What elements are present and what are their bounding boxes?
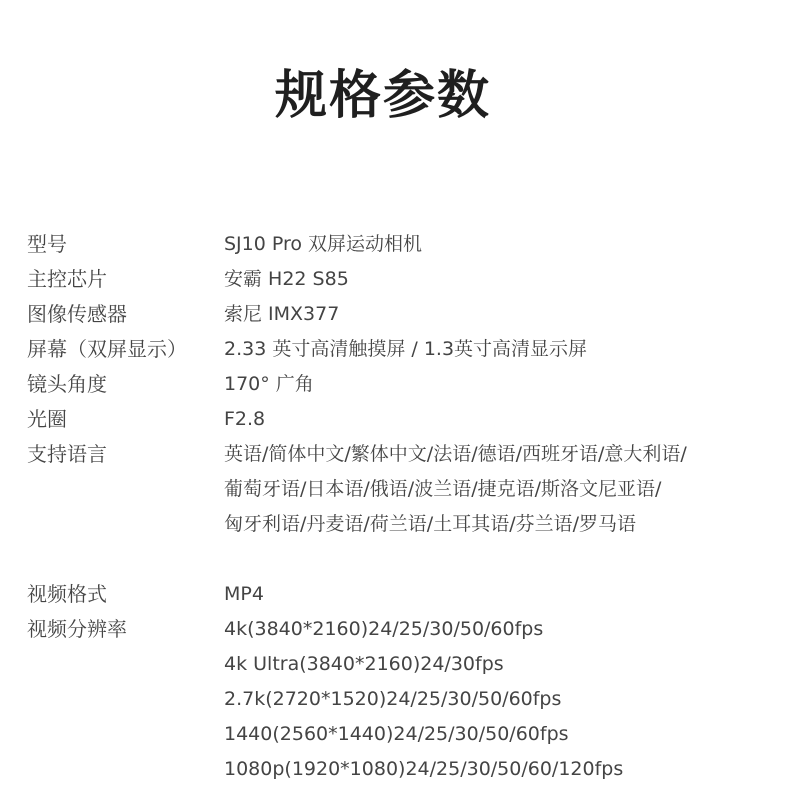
page-title: 规格参数 (274, 65, 491, 126)
spec-value: 安霸 H22 S85 (224, 268, 349, 290)
spec-value: 索尼 IMX377 (224, 303, 340, 325)
spec-values (224, 227, 787, 262)
spec-label: 光圈 (27, 407, 67, 431)
spec-value: 2.33 英寸高清触摸屏 / 1.3英寸高清显示屏 (224, 338, 588, 360)
spec-value: 2.7k(2720*1520)24/25/30/50/60fps (224, 688, 562, 710)
spec-label: 屏幕（双屏显示） (27, 337, 187, 361)
spec-label: 视频分辨率 (27, 617, 127, 641)
spec-values (224, 612, 787, 787)
spec-label: 镜头角度 (27, 372, 107, 396)
spec-value: F2.8 (224, 408, 266, 430)
spec-values (224, 577, 787, 612)
spec-row-chip (27, 262, 787, 297)
spec-value: SJ10 Pro 双屏运动相机 (224, 233, 423, 255)
spec-values (224, 297, 787, 332)
spec-label: 支持语言 (27, 442, 107, 466)
spec-row-sensor (27, 297, 787, 332)
spec-label: 型号 (27, 232, 67, 256)
spec-row-lens-angle (27, 367, 787, 402)
spec-values (224, 367, 787, 402)
spec-row-screen (27, 332, 787, 367)
spec-value: 1440(2560*1440)24/25/30/50/60fps (224, 723, 569, 745)
spec-row-languages (27, 437, 787, 542)
spec-row-aperture (27, 402, 787, 437)
spec-row-video-resolution (27, 612, 787, 787)
spec-value: 1080p(1920*1080)24/25/30/50/60/120fps (224, 758, 624, 780)
spec-row-model (27, 227, 787, 262)
spec-value: 4k(3840*2160)24/25/30/50/60fps (224, 618, 544, 640)
spec-label: 主控芯片 (27, 267, 107, 291)
spec-value: 4k Ultra(3840*2160)24/30fps (224, 653, 504, 675)
spec-values (224, 262, 787, 297)
spec-values (224, 402, 787, 437)
spec-value: 英语/简体中文/繁体中文/法语/德语/西班牙语/意大利语/ (224, 443, 687, 465)
spec-label: 视频格式 (27, 582, 107, 606)
spec-table (27, 227, 787, 787)
spec-values (224, 437, 787, 542)
section-spacer (27, 542, 787, 577)
spec-label: 图像传感器 (27, 302, 127, 326)
spec-value: 170° 广角 (224, 373, 314, 395)
spec-value: MP4 (224, 583, 264, 605)
spec-value: 匈牙利语/丹麦语/荷兰语/土耳其语/芬兰语/罗马语 (224, 513, 637, 535)
spec-value: 葡萄牙语/日本语/俄语/波兰语/捷克语/斯洛文尼亚语/ (224, 478, 662, 500)
spec-row-video-format (27, 577, 787, 612)
spec-values (224, 332, 787, 367)
